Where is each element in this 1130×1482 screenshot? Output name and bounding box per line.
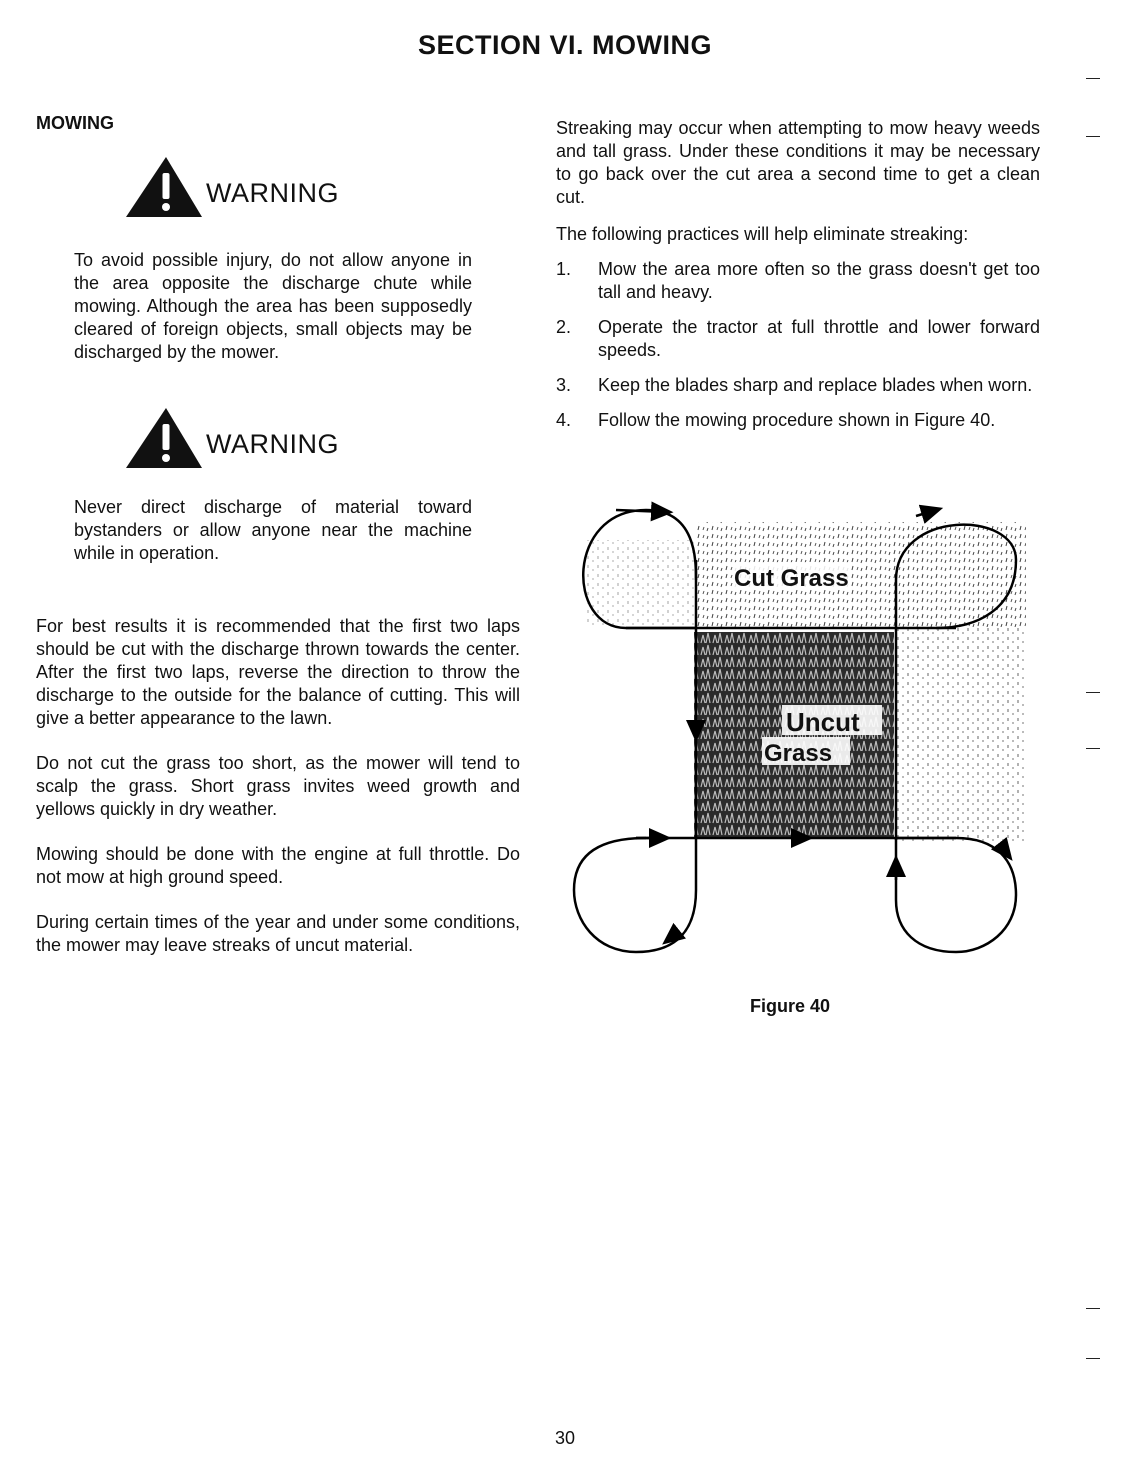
margin-mark: [1086, 1308, 1100, 1309]
list-item: 1. Mow the area more often so the grass doesn't get too tall and heavy.: [556, 259, 1040, 302]
warning-triangle-icon: [124, 406, 204, 470]
uncut-label: Uncut: [786, 707, 860, 737]
cut-grass-label: Cut Grass: [734, 565, 849, 592]
warning-2-text: Never direct discharge of material toward bystanders or allow anyone near the machine while in operation.: [74, 497, 472, 563]
warning-header-2: [124, 406, 520, 470]
margin-mark: [1086, 692, 1100, 693]
section-title: SECTION VI. MOWING: [417, 30, 712, 60]
warning-label-2: WARNING: [206, 429, 339, 459]
list-item: 4. Follow the mowing procedure shown in Figure 40.: [556, 410, 996, 430]
list-item: 2. Operate the tractor at full throttle and lower forward speeds.: [556, 317, 1040, 360]
warning-header-1: [124, 155, 520, 219]
warning-1-text: To avoid possible injury, do not allow anyone in the area opposite the discharge chute while mowing. Although the area has been supposedly cleared of foreign objects, small objects may be discharged by the mower.: [74, 250, 472, 362]
uncut-grass-label: Grass: [764, 740, 833, 767]
right-column: [556, 117, 1040, 444]
page-number: 30: [554, 1428, 576, 1448]
list-item: 3. Keep the blades sharp and replace blades when worn.: [556, 375, 1033, 395]
paragraph-practices: The following practices will help eliminate streaking:: [556, 224, 969, 244]
left-column: [36, 112, 520, 957]
subheading-mowing: MOWING: [36, 113, 114, 133]
sparse-grass-area: [896, 627, 1026, 842]
mowing-pattern-figure: [556, 500, 1036, 960]
margin-mark: [1086, 748, 1100, 749]
margin-mark: [1086, 1358, 1100, 1359]
warning-label-1: WARNING: [206, 178, 339, 208]
paragraph-laps: For best results it is recommended that the first two laps should be cut with the discharge thrown towards the center. After the first two laps, reverse the direction to throw the discharge to the outside for the balance of cutting. This will give a better appearance to the lawn.: [36, 616, 520, 728]
figure-caption: Figure 40: [750, 996, 831, 1016]
paragraph-streaks: During certain times of the year and under some conditions, the mower may leave streaks of uncut material.: [36, 912, 520, 955]
warning-triangle-icon: [124, 155, 204, 219]
paragraph-streaking: Streaking may occur when attempting to mow heavy weeds and tall grass. Under these conditions it may be necessary to go back over the cut area a second time to get a clean cut.: [556, 118, 1040, 207]
paragraph-throttle: Mowing should be done with the engine at full throttle. Do not mow at high ground speed.: [36, 844, 520, 887]
margin-mark: [1086, 136, 1100, 137]
margin-mark: [1086, 78, 1100, 79]
practices-list: [556, 258, 1040, 432]
paragraph-short-grass: Do not cut the grass too short, as the mower will tend to scalp the grass. Short grass invites weed growth and yellows quickly in dry weather.: [36, 753, 520, 819]
